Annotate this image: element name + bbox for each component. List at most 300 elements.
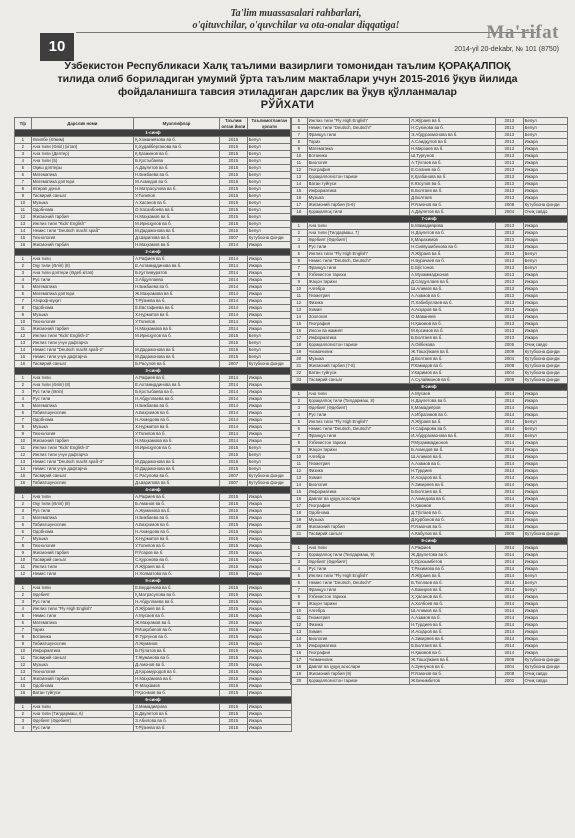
table-row [291, 566, 568, 573]
table-row [15, 515, 292, 522]
cell-year: 2014 [219, 389, 247, 396]
cell-title: Инглиз тили "Fly High English" [307, 419, 410, 426]
cell-number: 15 [15, 683, 32, 690]
cell-status: Ижара [523, 335, 567, 342]
cell-authors: М.Ирисқулов ва б. [134, 333, 220, 340]
cell-authors: Ж.Даулетова ва б. [410, 552, 496, 559]
table-row [291, 118, 568, 125]
cell-number: 4 [15, 277, 32, 284]
cell-number: 10 [15, 200, 32, 207]
cell-title: Жисмоний тарбия [31, 676, 134, 683]
cell-status: Ижара [247, 438, 291, 445]
cell-status: Ижара [247, 718, 291, 725]
table-row [15, 655, 292, 662]
cell-number: 6 [15, 291, 32, 298]
cell-authors: Н.Сиявушибекова ва б. [410, 244, 496, 251]
cell-title: Француз тили [307, 265, 410, 272]
cell-authors: М.Ахмедов ва б. [134, 179, 220, 186]
cell-status: Ижара [523, 174, 567, 181]
cell-year: 2013 [495, 321, 523, 328]
cell-number: 1 [15, 494, 32, 501]
cell-authors: Н.Мирзаев ва б. [410, 146, 496, 153]
cell-authors: Б.Аманов ва б. [134, 501, 220, 508]
cell-status: Ижара [523, 405, 567, 412]
cell-status: Ижара [247, 319, 291, 326]
cell-title: Чизмачилик [307, 349, 410, 356]
cell-authors: Р.Усмонов ва б. [410, 202, 496, 209]
table-row [291, 503, 568, 510]
table-row [15, 543, 292, 550]
cell-authors: Ш.Алимов ва б. [410, 608, 496, 615]
cell-title: Оқу тили (Әліп) (8) [31, 263, 134, 270]
table-row [15, 466, 292, 473]
cell-title: Биология [307, 636, 410, 643]
table-row [291, 678, 568, 685]
cell-authors: Н.Маҳкамова ва б. [134, 438, 220, 445]
table-row [15, 347, 292, 354]
table-row [15, 214, 292, 221]
cell-number: 9 [15, 193, 32, 200]
table-row [15, 305, 292, 312]
cell-status: Ижара [247, 403, 291, 410]
table-row [291, 545, 568, 552]
cell-title: Жисмоний тарбия [31, 438, 134, 445]
cell-year: 2014 [495, 419, 523, 426]
cell-year: 2014 [219, 263, 247, 270]
cell-authors: Т.Рўзиева ва б. [134, 725, 220, 732]
cell-year: 2015 [219, 508, 247, 515]
grade-section-row [15, 130, 292, 137]
cell-authors: Р.Ўсаров ва б. [134, 550, 220, 557]
cell-number: 3 [15, 599, 32, 606]
table-row [15, 480, 292, 487]
table-row [15, 326, 292, 333]
cell-status: Ижара [247, 375, 291, 382]
title-line-2: тилида олиб бориладиган умумий ўрта таълим мактаблари учун 2015-2016 ўқув йилида [57, 73, 518, 85]
cell-status: Бепул [523, 419, 567, 426]
cell-authors: З.Абилова ва б. [134, 718, 220, 725]
cell-authors: Н.Абдуллаева ва б. [134, 599, 220, 606]
cell-title: Физика [307, 468, 410, 475]
cell-title: Ана тили (Әліп) (кітап) [31, 144, 134, 151]
cell-number: 15 [291, 643, 308, 650]
cell-authors: Н.Даулетова ва б. [410, 398, 496, 405]
cell-authors: У.Каримов ва б. [410, 370, 496, 377]
cell-title: Инсон ва жамият [307, 328, 410, 335]
cell-number: 22 [291, 370, 308, 377]
cell-title: Табиатшунослик [31, 480, 134, 487]
table-row [291, 146, 568, 153]
cell-year: 2013 [495, 258, 523, 265]
cell-status: Ижара [523, 622, 567, 629]
cell-title: Тасвирий санъат [31, 361, 134, 368]
cell-title: Химия [307, 629, 410, 636]
cell-title: Әлипбе (Ә'жим) [31, 137, 134, 144]
cell-authors: Е.Ахтамиддинова ва б. [134, 382, 220, 389]
table-row [15, 529, 292, 536]
cell-status: Ижара [523, 650, 567, 657]
table-row [291, 349, 568, 356]
cell-status: Ижара [247, 557, 291, 564]
cell-title: Рус тили [31, 277, 134, 284]
cell-year: 2013 [495, 314, 523, 321]
cell-year: 2014 [495, 510, 523, 517]
cell-year: 2013 [495, 188, 523, 195]
cell-number: 19 [291, 349, 308, 356]
cell-status: Бепул [523, 433, 567, 440]
table-row [291, 132, 568, 139]
cell-number: 11 [15, 326, 32, 333]
cell-authors: Б.Болтаев ва б. [410, 489, 496, 496]
cell-authors: А.Тўхтаев ва б. [410, 160, 496, 167]
cell-year: 2013 [495, 146, 523, 153]
cell-authors: О.Маваняев [410, 314, 496, 321]
cell-number: 18 [291, 510, 308, 517]
cell-status: Ижара [523, 636, 567, 643]
cell-authors: Ж.Бекимбетов [410, 678, 496, 685]
cell-title: Инглиз тили "Kids' English-3" [31, 445, 134, 452]
cell-authors: Д.Қорамуродов ва б. [134, 669, 220, 676]
cell-year: 2002 [495, 678, 523, 685]
cell-title: Рус тили [31, 599, 134, 606]
cell-number: 1 [291, 391, 308, 398]
cell-title: Рус тили [307, 566, 410, 573]
cell-title: Инглиз тили учун дафтарча [31, 452, 134, 459]
cell-status: Бепул [247, 144, 291, 151]
cell-status: Бепул [247, 333, 291, 340]
cell-title: Табиатшунослик [31, 410, 134, 417]
cell-authors: Б.Мамадиярова [410, 223, 496, 230]
cell-year: 2014 [495, 601, 523, 608]
cell-year: 2015 [219, 214, 247, 221]
cell-number: 6 [291, 580, 308, 587]
cell-year: 2015 [219, 179, 247, 186]
cell-year: 2014 [495, 545, 523, 552]
cell-status: Ижара [523, 517, 567, 524]
cell-year: 2015 [219, 599, 247, 606]
table-row [15, 431, 292, 438]
table-row [291, 510, 568, 517]
cell-year: 2013 [495, 223, 523, 230]
cell-title: Технология [31, 319, 134, 326]
cell-authors: А.Азамов ва б. [410, 461, 496, 468]
cell-year: 2014 [495, 454, 523, 461]
table-row [291, 188, 568, 195]
cell-year: 2014 [219, 298, 247, 305]
table-row [291, 258, 568, 265]
cell-title: Информатика [31, 648, 134, 655]
cell-authors: Б.Ахмедов ва б. [410, 447, 496, 454]
cell-title: Ана тили (Тилдармаш, 6) [31, 711, 134, 718]
cell-year: 2014 [495, 517, 523, 524]
table-row [291, 531, 568, 538]
cell-number: 12 [291, 468, 308, 475]
header-title: Дарслик номи [31, 118, 134, 130]
cell-number: 12 [291, 622, 308, 629]
table-row [15, 312, 292, 319]
cell-number: 14 [15, 676, 32, 683]
cell-number: 23 [291, 377, 308, 384]
cell-status: Кутубхона фонди [523, 349, 567, 356]
cell-status: Бепул [247, 445, 291, 452]
cell-number: 13 [15, 340, 32, 347]
table-row [291, 272, 568, 279]
cell-year: 2015 [219, 585, 247, 592]
table-row [291, 433, 568, 440]
cell-year: 2015 [219, 515, 247, 522]
cell-status: Ижара [523, 321, 567, 328]
cell-title: Музыка [31, 662, 134, 669]
cell-year: 2015 [219, 592, 247, 599]
cell-authors: Б.Расулов ва б. [134, 361, 220, 368]
cell-status: Ижара [523, 279, 567, 286]
motto-line-2: o'qituvchilar, o'quvchilar va ota-onalar diqqatiga! [192, 20, 400, 31]
cell-year: 2013 [495, 153, 523, 160]
table-row [291, 342, 568, 349]
cell-authors: Т.Рўзиева ва б. [134, 298, 220, 305]
table-row [291, 377, 568, 384]
cell-title: Жаҳон тарихи [307, 447, 410, 454]
cell-status: Ижара [523, 230, 567, 237]
cell-year: 2013 [495, 286, 523, 293]
cell-number: 8 [291, 139, 308, 146]
cell-authors: М.Дадажонова ва б. [134, 347, 220, 354]
cell-status: Бепул [523, 265, 567, 272]
cell-title: Инглиз тили учун дафтарча [31, 340, 134, 347]
cell-status: Бепул [523, 426, 567, 433]
cell-year: 2013 [495, 272, 523, 279]
cell-title: Технология [31, 669, 134, 676]
cell-number: 8 [15, 634, 32, 641]
cell-year: 2014 [495, 496, 523, 503]
cell-year: 2014 [219, 277, 247, 284]
textbook-table-right [290, 117, 568, 685]
cell-year: 2015 [219, 662, 247, 669]
cell-year: 2015 [219, 627, 247, 634]
cell-number: 15 [15, 473, 32, 480]
cell-title: Математика дәптери [31, 179, 134, 186]
cell-year: 2015 [219, 564, 247, 571]
table-row [15, 620, 292, 627]
cell-title: Ана тили [31, 585, 134, 592]
cell-authors: П.Хабибуллаев ва б. [410, 300, 496, 307]
cell-year: 2015 [219, 557, 247, 564]
cell-status: Ижара [523, 510, 567, 517]
cell-status: Ижара [247, 410, 291, 417]
cell-title: Ана тили [31, 375, 134, 382]
cell-title: Инглиз тили "Kids' English-2" [31, 333, 134, 340]
cell-status: Ижара [247, 326, 291, 333]
cell-year: 2014 [219, 424, 247, 431]
cell-status: Бепул [247, 158, 291, 165]
table-row [291, 391, 568, 398]
cell-status: Ижара [247, 494, 291, 501]
cell-status: Ижара [523, 181, 567, 188]
cell-title: Геометрия [307, 461, 410, 468]
cell-status: Бепул [247, 340, 291, 347]
table-row [291, 286, 568, 293]
table-row [291, 573, 568, 580]
cell-number: 13 [291, 307, 308, 314]
cell-status: Ижара [247, 543, 291, 550]
cell-title: Жисмоний тарбия [307, 524, 410, 531]
cell-authors: Н.Маҳкамова ва б. [134, 676, 220, 683]
cell-status: Ижара [523, 496, 567, 503]
table-row [15, 571, 292, 578]
cell-status: Ижара [523, 503, 567, 510]
cell-authors: Т.Рахимова ва б. [410, 566, 496, 573]
cell-status: Бепул [523, 258, 567, 265]
cell-number: 7 [15, 179, 32, 186]
cell-title: Информатика [307, 489, 410, 496]
cell-authors: Б.Даулетов ва б. [134, 711, 220, 718]
cell-year: 2009 [495, 349, 523, 356]
cell-number: 13 [291, 629, 308, 636]
cell-authors: Ф.Турғунов ва б. [134, 634, 220, 641]
cell-status: Ижара [523, 629, 567, 636]
cell-number: 11 [291, 293, 308, 300]
table-row [291, 356, 568, 363]
cell-number: 11 [15, 655, 32, 662]
cell-year: 2015 [219, 221, 247, 228]
cell-year: 2015 [219, 165, 247, 172]
cell-authors: А.Сулаймонов ва б. [410, 377, 496, 384]
cell-number: 7 [291, 132, 308, 139]
cell-number: 12 [291, 167, 308, 174]
cell-title: Немис тили "Deutsch, Deutsch!" [307, 125, 410, 132]
cell-title: Информатика [307, 643, 410, 650]
table-row [15, 473, 292, 480]
cell-title: Әдебият [31, 592, 134, 599]
cell-status: Ижара [247, 648, 291, 655]
cell-authors: Д.Амонов ва б. [134, 662, 220, 669]
cell-status: Ижара [247, 242, 291, 249]
table-row [291, 209, 568, 216]
cell-number: 15 [291, 489, 308, 496]
cell-year: 2014 [219, 319, 247, 326]
cell-number: 2 [291, 552, 308, 559]
cell-status: Ижара [523, 552, 567, 559]
table-row [291, 587, 568, 594]
cell-year: 2013 [495, 132, 523, 139]
cell-year: 2014 [219, 438, 247, 445]
cell-status: Ижара [523, 524, 567, 531]
cell-number: 2 [15, 711, 32, 718]
cell-status: Бепул [247, 207, 291, 214]
cell-year: 2014 [495, 482, 523, 489]
cell-title: Биология [307, 482, 410, 489]
cell-status: Ижара [523, 237, 567, 244]
cell-title: Немис тили учун дафтарча [31, 354, 134, 361]
cell-number: 13 [15, 669, 32, 676]
cell-authors [134, 452, 220, 459]
cell-status: Бепул [523, 587, 567, 594]
cell-number: 13 [291, 475, 308, 482]
cell-title: Табиатшунослик [31, 641, 134, 648]
cell-number: 3 [291, 405, 308, 412]
table-row [15, 613, 292, 620]
table-row [291, 300, 568, 307]
table-row [291, 328, 568, 335]
cell-year: 2013 [495, 118, 523, 125]
cell-number: 14 [15, 228, 32, 235]
cell-number: 16 [15, 242, 32, 249]
table-row [291, 139, 568, 146]
table-row [15, 676, 292, 683]
table-row [291, 125, 568, 132]
cell-title: Ўзбекистон тарихи [307, 272, 410, 279]
cell-year: 2014 [495, 566, 523, 573]
cell-year: 2014 [495, 398, 523, 405]
cell-year: 2014 [495, 503, 523, 510]
cell-year: 2015 [219, 340, 247, 347]
cell-title: Алгебра [307, 454, 410, 461]
table-row [15, 592, 292, 599]
cell-status: Ижара [523, 188, 567, 195]
cell-authors: А.Азамов ва б. [410, 615, 496, 622]
cell-year: 2014 [495, 524, 523, 531]
cell-year: 2004 [495, 209, 523, 216]
cell-title: Инглиз тили "Fly High English" [307, 573, 410, 580]
cell-year: 2013 [495, 125, 523, 132]
cell-title: Информатика [307, 188, 410, 195]
cell-authors: Д.Шарипова ва б. [134, 235, 220, 242]
cell-title: География [307, 167, 410, 174]
cell-number: 8 [291, 272, 308, 279]
table-row [291, 419, 568, 426]
cell-title: Жисмоний тарбия [31, 550, 134, 557]
grade-section-row [15, 697, 292, 704]
cell-authors: М.Дадажонова ва б. [134, 354, 220, 361]
cell-number: 4 [291, 412, 308, 419]
table-row [291, 321, 568, 328]
cell-year: 2014 [495, 475, 523, 482]
cell-year: 2014 [495, 391, 523, 398]
cell-number: 19 [291, 671, 308, 678]
cell-year: 2014 [495, 622, 523, 629]
cell-number: 11 [291, 461, 308, 468]
cell-title: Немис тили "Deutsch, Deutsch!" [307, 580, 410, 587]
cell-title: Ана тили [307, 391, 410, 398]
cell-year: 2015 [219, 606, 247, 613]
cell-number: 3 [15, 151, 32, 158]
page-header [6, 4, 571, 56]
cell-year: 2015 [219, 347, 247, 354]
cell-authors [134, 340, 220, 347]
cell-authors: Е.Салиев ва б. [410, 167, 496, 174]
cell-title: Математика дәптери [31, 291, 134, 298]
cell-title: Математика [31, 515, 134, 522]
table-row [15, 333, 292, 340]
cell-status: Очиқ савдо [523, 209, 567, 216]
header-status: Таълимотланган ҳолати [247, 118, 291, 130]
cell-title: Жисмоний тарбия (5-6) [307, 202, 410, 209]
table-row [291, 279, 568, 286]
table-row [291, 370, 568, 377]
cell-status: Кутубхона фонди [523, 664, 567, 671]
table-row [291, 398, 568, 405]
cell-title: Геометрия [307, 615, 410, 622]
table-row [291, 475, 568, 482]
table-row [15, 235, 292, 242]
cell-title: Ботаника [31, 634, 134, 641]
cell-authors: А.Жуманова ва б. [134, 508, 220, 515]
table-row [291, 664, 568, 671]
table-row [291, 223, 568, 230]
cell-authors: С.Қуронова ва б. [134, 557, 220, 564]
cell-year: 2014 [495, 594, 523, 601]
cell-authors: М.Дадажонова ва б. [134, 466, 220, 473]
